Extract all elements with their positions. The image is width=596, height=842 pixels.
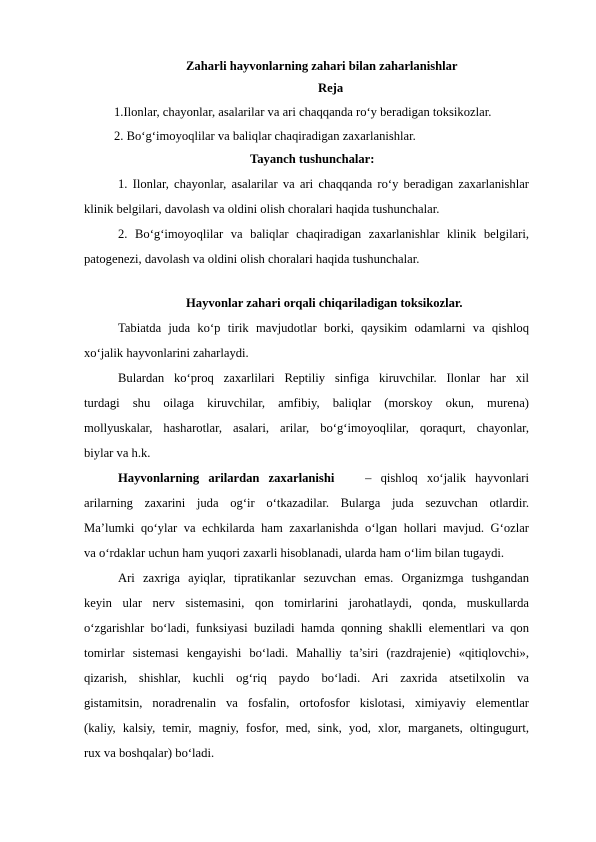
key-concepts-heading: Tayanch tushunchalar: [250, 152, 375, 166]
plan-heading: Reja [318, 81, 344, 95]
paragraph-line [118, 470, 529, 486]
key-concept-line: 2. Bo‘g‘imoyoqlilar va baliqlar chaqiradigan zaxarlanishlar klinik belgilari, [118, 227, 529, 241]
plan-item: 2. Bo‘g‘imoyoqlilar va baliqlar chaqiradigan zaxarlanishlar. [114, 129, 416, 143]
paragraph-line: Tabiatda juda ko‘p tirik mavjudotlar borki, qaysikim odamlarni va qishloq [118, 321, 529, 335]
key-concept-line: 1. Ilonlar, chayonlar, asalarilar va ari chaqqanda ro‘y beradigan zaxarlanishlar [118, 177, 529, 191]
key-concept-line: patogenezi, davolash va oldini olish choralari haqida tushunchalar. [84, 252, 420, 266]
paragraph-line: (kaliy, kalsiy, temir, magniy, fosfor, med, sink, yod, xlor, marganets, oltingugurt, [84, 721, 529, 735]
paragraph-line: turdagi shu oilaga kiruvchilar, amfibiy, baliqlar (morskoy okun, murena) [84, 396, 529, 410]
paragraph-line: Ari zaxriga ayiqlar, tipratikanlar sezuvchan emas. Organizmga tushgandan [118, 571, 529, 585]
plan-item: 1.Ilonlar, chayonlar, asalarilar va ari chaqqanda ro‘y beradigan toksikozlar. [114, 105, 492, 119]
paragraph-line: Bulardan ko‘proq zaxarlilari Reptiliy sinfiga kiruvchilar. Ilonlar har xil [118, 371, 529, 385]
paragraph-line: tomirlar sistemasi kengayishi bo‘ladi. Mahalliy ta’siri (razdrajenie) «qitiqlovchi», [84, 646, 529, 660]
paragraph-line: va o‘rdaklar uchun ham yuqori zaxarli hisoblanadi, ularda ham o‘lim bilan tugaydi. [84, 546, 505, 560]
paragraph-line: Ma’lumki qo‘ylar va echkilarda ham zaxarlanishda o‘lgan hollari mavjud. G‘ozlar [84, 521, 529, 535]
paragraph-line: qizarish, shishlar, kuchli og‘riq paydo bo‘ladi. Ari zaxrida atsetilxolin va [84, 671, 529, 685]
paragraph-line: biylar va h.k. [84, 446, 151, 460]
section-heading: Hayvonlar zahari orqali chiqariladigan toksikozlar. [186, 296, 463, 310]
document-title: Zaharli hayvonlarning zahari bilan zaharlanishlar [186, 59, 458, 73]
paragraph-line: keyin ular nerv sistemasini, qon tomirlarini jarohatlaydi, qonda, muskullarda [84, 596, 529, 610]
paragraph-line: arilarning zaxarini juda og‘ir o‘tkazadilar. Bularga juda sezuvchan otlardir. [84, 496, 529, 510]
paragraph-text: – qishloq xo‘jalik hayvonlari [365, 471, 529, 485]
paragraph-line: mollyuskalar, hasharotlar, asalari, arilar, bo‘g‘imoyoqlilar, qoraqurt, chayonlar, [84, 421, 529, 435]
paragraph-line: xo‘jalik hayvonlarini zaharlaydi. [84, 346, 249, 360]
paragraph-line: gistamitsin, noradrenalin va fosfalin, ortofosfor kislotasi, ximiyaviy elementlar [84, 696, 529, 710]
paragraph-line: o‘zgarishlar bo‘ladi, funksiyasi buziladi hamda qonning shaklli elementlari va qon [84, 621, 529, 635]
key-concept-line: klinik belgilari, davolash va oldini olish choralari haqida tushunchalar. [84, 202, 440, 216]
paragraph-line: rux va boshqalar) bo‘ladi. [84, 746, 215, 760]
bold-term: Hayvonlarning arilardan zaxarlanishi [118, 471, 335, 485]
